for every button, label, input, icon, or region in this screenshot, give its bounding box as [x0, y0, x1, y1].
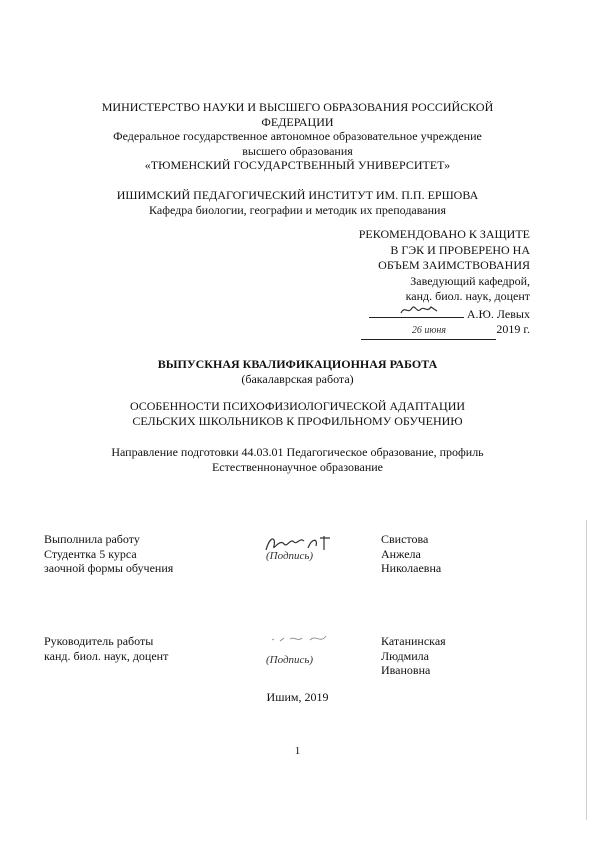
supervisor-patronymic: Ивановна — [381, 663, 431, 677]
supervisor-surname: Катанинская — [381, 634, 446, 648]
approval-line-5: канд. биол. наук, доцент — [405, 289, 530, 303]
approval-line-1: РЕКОМЕНДОВАНО К ЗАЩИТЕ — [358, 227, 530, 241]
direction-block — [0, 445, 595, 474]
scan-edge-line — [586, 520, 587, 820]
work-type-block — [0, 357, 595, 386]
city-year: Ишим, 2019 — [266, 690, 329, 704]
work-title — [0, 399, 595, 428]
institute-name: ИШИМСКИЙ ПЕДАГОГИЧЕСКИЙ ИНСТИТУТ ИМ. П.П. ЕРШОВА — [116, 188, 479, 202]
author-role-line-3: заочной формы обучения — [44, 561, 174, 575]
direction-line-2: Естественнонаучное образование — [211, 459, 384, 474]
institution-line-1: Федеральное государственное автономное образовательное учреждение — [113, 129, 482, 143]
supervisor-name — [381, 634, 446, 678]
supervisor-signature-scribble — [268, 630, 338, 648]
institute-block — [0, 188, 595, 217]
author-name — [381, 532, 441, 576]
department-name: Кафедра биологии, географии и методик их преподавания — [149, 202, 446, 217]
work-title-line-2: СЕЛЬСКИХ ШКОЛЬНИКОВ К ПРОФИЛЬНОМУ ОБУЧЕНИЮ — [132, 413, 463, 428]
author-first-name: Анжела — [381, 546, 421, 561]
university-name: «ТЮМЕНСКИЙ ГОСУДАРСТВЕННЫЙ УНИВЕРСИТЕТ» — [144, 158, 451, 172]
work-subtype: (бакалаврская работа) — [241, 371, 354, 386]
work-type: ВЫПУСКНАЯ КВАЛИФИКАЦИОННАЯ РАБОТА — [157, 357, 438, 371]
supervisor-first-name: Людмила — [381, 648, 429, 663]
supervisor-role-line-2: канд. биол. наук, доцент — [44, 648, 169, 663]
supervisor-role — [44, 634, 168, 663]
author-role — [44, 532, 173, 576]
author-surname: Свистова — [381, 532, 429, 546]
approval-line-4: Заведующий кафедрой, — [410, 273, 530, 288]
approval-year: 2019 г. — [496, 322, 530, 336]
date-blank — [361, 322, 496, 340]
head-name: А.Ю. Левых — [466, 306, 530, 321]
head-signature-blank — [369, 305, 464, 318]
ministry-heading — [0, 100, 595, 173]
head-signature-line — [300, 305, 530, 323]
ministry-line-1: МИНИСТЕРСТВО НАУКИ И ВЫСШЕГО ОБРАЗОВАНИЯ РОССИЙСКОЙ — [101, 100, 494, 114]
approval-block — [300, 227, 530, 340]
supervisor-role-line-1: Руководитель работы — [44, 634, 154, 648]
supervisor-signature-caption: (Подпись) — [266, 654, 314, 666]
author-role-line-1: Выполнила работу — [44, 532, 140, 546]
author-signature-caption: (Подпись) — [266, 550, 314, 562]
author-role-line-2: Студентка 5 курса — [44, 546, 137, 561]
head-signature-scribble — [399, 303, 439, 317]
supervisor-signature — [258, 628, 348, 674]
author-signature — [258, 530, 348, 570]
approval-line-3: ОБЪЕМ ЗАИМСТВОВАНИЯ — [378, 258, 530, 272]
work-title-line-1: ОСОБЕННОСТИ ПСИХОФИЗИОЛОГИЧЕСКОЙ АДАПТАЦИИ — [129, 399, 466, 413]
approval-line-2: В ГЭК И ПРОВЕРЕНО НА — [390, 242, 530, 257]
date-handwritten: 26 июня — [411, 325, 446, 336]
approval-date-line — [300, 322, 530, 340]
page-number: 1 — [294, 745, 301, 757]
direction-line-1: Направление подготовки 44.03.01 Педагогическое образование, профиль — [111, 445, 484, 459]
ministry-line-2: ФЕДЕРАЦИИ — [261, 114, 334, 129]
institution-line-2: высшего образования — [242, 143, 353, 158]
author-patronymic: Николаевна — [381, 561, 442, 575]
